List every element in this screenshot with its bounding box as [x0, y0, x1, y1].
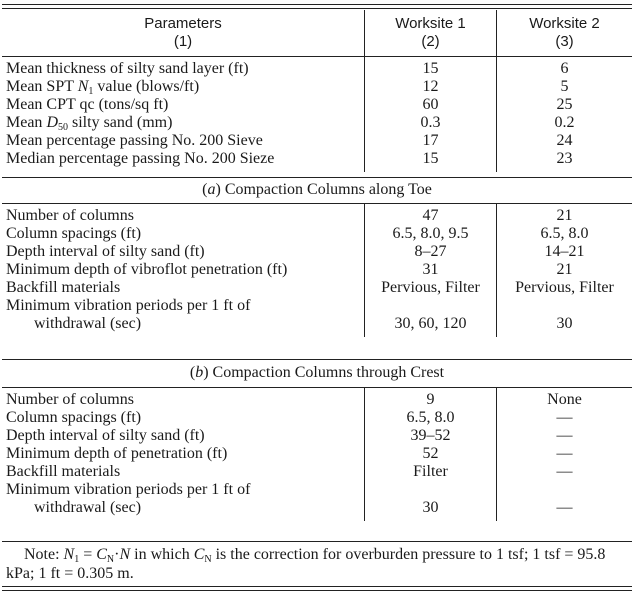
- worksite2-value: 24: [497, 132, 633, 150]
- worksite1-value: Filter: [365, 463, 497, 481]
- note-symbol: N: [63, 546, 75, 563]
- worksite2-value: —: [497, 427, 633, 445]
- param-symbol: D: [46, 114, 58, 131]
- note-symbol: C: [96, 546, 107, 563]
- param-cell: [2, 57, 365, 79]
- param-subscript: 50: [58, 122, 68, 133]
- table-note: [2, 545, 632, 583]
- param-cell: [2, 297, 365, 337]
- note-text: is the correction for overburden pressure to 1 tsf; 1 tsf = 95.8 kPa; 1 ft = 0.305 m.: [6, 546, 606, 582]
- param-text: Mean thickness of silty sand layer (ft): [6, 60, 249, 77]
- header-row: [2, 10, 632, 57]
- header-parameters-label: Parameters: [144, 15, 222, 32]
- worksite2-value: 25: [497, 96, 633, 114]
- param-cell: [2, 150, 365, 172]
- section-a-table: [2, 204, 632, 337]
- table-row: [2, 297, 632, 337]
- param-cell: Minimum depth of vibroflot penetration (ft): [6, 261, 288, 278]
- worksite2-value: Pervious, Filter: [497, 279, 633, 297]
- param-symbol: N: [77, 78, 89, 95]
- param-cell: [2, 132, 365, 150]
- param-text: Median percentage passing No. 200 Sieze: [6, 150, 275, 167]
- note-symbol: N: [119, 546, 131, 563]
- param-text: Mean SPT: [6, 78, 78, 95]
- table-row: [2, 204, 632, 225]
- worksite1-value: 12: [365, 78, 497, 96]
- table-row: [2, 57, 632, 79]
- header-worksite2-num: (3): [555, 33, 574, 50]
- table-row: [2, 427, 632, 445]
- worksite2-value: —: [497, 409, 633, 427]
- worksite1-value: 0.3: [365, 114, 497, 132]
- table-row: [2, 150, 632, 172]
- worksite2-value: —: [497, 463, 633, 481]
- section-paren: (: [202, 181, 208, 198]
- table-row: [2, 225, 632, 243]
- header-parameters: [2, 10, 365, 57]
- param-cell: [2, 78, 365, 96]
- header-worksite2-label: Worksite 2: [529, 15, 600, 32]
- param-cell: Number of columns: [6, 391, 134, 408]
- worksite1-value: 17: [365, 132, 497, 150]
- worksite1-value: 6.5, 8.0: [365, 409, 497, 427]
- section-label: ) Compaction Columns along Toe: [215, 181, 432, 198]
- worksite1-value: 31: [365, 261, 497, 279]
- section-label: ) Compaction Columns through Crest: [203, 364, 445, 381]
- header-worksite2: [497, 10, 633, 57]
- note-prefix: Note:: [24, 546, 64, 563]
- param-text: value (blows/ft): [93, 78, 200, 95]
- param-cell: Minimum depth of penetration (ft): [6, 445, 228, 462]
- param-text-continued: withdrawal (sec): [34, 499, 142, 516]
- worksite1-value: 52: [365, 445, 497, 463]
- worksite2-value: None: [497, 388, 633, 409]
- divider: [2, 359, 632, 360]
- param-subscript: 1: [88, 86, 94, 97]
- param-text-continued: withdrawal (sec): [34, 315, 142, 332]
- param-text: Minimum vibration periods per 1 ft of: [6, 297, 251, 314]
- general-table: [2, 10, 632, 172]
- divider: [2, 541, 632, 542]
- header-worksite1: [365, 10, 497, 57]
- param-text: Minimum vibration periods per 1 ft of: [6, 481, 251, 498]
- worksite2-value: 30: [497, 297, 633, 337]
- param-cell: Depth interval of silty sand (ft): [6, 427, 205, 444]
- table-row: [2, 96, 632, 114]
- table-row: [2, 279, 632, 297]
- worksite1-value: 8–27: [365, 243, 497, 261]
- table-row: [2, 78, 632, 96]
- table-row: [2, 481, 632, 521]
- param-cell: Number of columns: [6, 207, 134, 224]
- note-subscript: N: [106, 554, 115, 565]
- section-paren: (: [189, 364, 196, 381]
- table-row: [2, 409, 632, 427]
- header-worksite1-num: (2): [421, 33, 440, 50]
- divider: [2, 177, 632, 178]
- section-b-title: [2, 364, 632, 382]
- section-letter: a: [207, 181, 216, 198]
- worksite1-value: 6.5, 8.0, 9.5: [365, 225, 497, 243]
- param-text: Mean: [6, 114, 47, 131]
- worksite1-value: 30: [365, 481, 497, 521]
- worksite2-value: 6.5, 8.0: [497, 225, 633, 243]
- bottom-double-rule: [2, 586, 632, 591]
- table-row: [2, 243, 632, 261]
- worksite2-value: —: [497, 481, 633, 521]
- note-subscript: 1: [74, 554, 80, 565]
- param-cell: Backfill materials: [6, 463, 121, 480]
- note-text: ·: [114, 546, 120, 563]
- table-row: [2, 463, 632, 481]
- note-text: in which: [130, 546, 194, 563]
- param-cell: Backfill materials: [6, 279, 121, 296]
- section-letter: b: [195, 364, 204, 381]
- worksite2-value: 21: [497, 261, 633, 279]
- worksite2-value: 14–21: [497, 243, 633, 261]
- param-cell: Column spacings (ft): [6, 225, 142, 242]
- worksite1-value: 39–52: [365, 427, 497, 445]
- worksite2-value: 23: [497, 150, 633, 172]
- worksite1-value: 60: [365, 96, 497, 114]
- table-row: [2, 132, 632, 150]
- top-double-rule: [2, 4, 632, 9]
- worksite2-value: —: [497, 445, 633, 463]
- param-cell: Column spacings (ft): [6, 409, 142, 426]
- param-cell: [2, 114, 365, 132]
- worksite1-value: 9: [365, 388, 497, 409]
- note-text: =: [79, 546, 97, 563]
- section-b-table: [2, 388, 632, 521]
- table-row: [2, 445, 632, 463]
- table-row: [2, 114, 632, 132]
- header-parameters-num: (1): [173, 33, 193, 50]
- worksite1-value: 15: [365, 57, 497, 79]
- worksite2-value: 6: [497, 57, 633, 79]
- param-text: Mean CPT qc (tons/sq ft): [6, 96, 169, 113]
- param-cell: [2, 481, 365, 521]
- worksite2-value: 5: [497, 78, 633, 96]
- header-worksite1-label: Worksite 1: [395, 15, 466, 32]
- param-cell: Depth interval of silty sand (ft): [6, 243, 205, 260]
- worksite1-value: 30, 60, 120: [365, 297, 497, 337]
- param-text: Mean percentage passing No. 200 Sieve: [6, 132, 263, 149]
- worksite1-value: Pervious, Filter: [365, 279, 497, 297]
- param-cell: [2, 96, 365, 114]
- note-symbol: C: [193, 546, 205, 563]
- worksite2-value: 21: [497, 204, 633, 225]
- worksite1-value: 15: [365, 150, 497, 172]
- section-a-title: [2, 181, 632, 199]
- worksite1-value: 47: [365, 204, 497, 225]
- worksite2-value: 0.2: [497, 114, 633, 132]
- note-subscript: N: [204, 554, 212, 565]
- table-row: [2, 261, 632, 279]
- table-row: [2, 388, 632, 409]
- param-text: silty sand (mm): [68, 114, 173, 131]
